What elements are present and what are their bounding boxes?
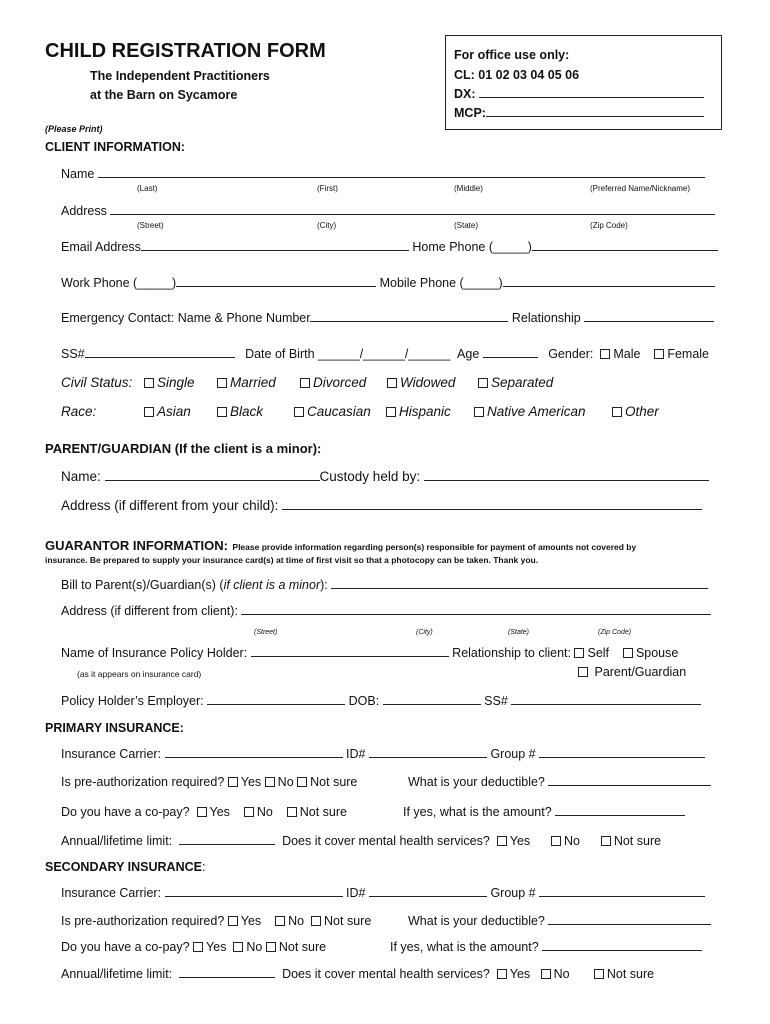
civil-option-separated[interactable]: Separated — [478, 375, 553, 390]
male-label: Male — [613, 347, 641, 361]
work-phone-row — [61, 276, 715, 290]
parent-name-field[interactable] — [105, 470, 320, 481]
parent-address-field[interactable] — [282, 499, 702, 510]
primary-limit-row: Annual/lifetime limit: Does it cover mental health services? Yes No Not sure — [61, 834, 662, 848]
ss-row — [61, 347, 709, 361]
client-address-row — [61, 204, 715, 218]
custody-label: Custody held by: — [319, 469, 421, 484]
rel-spouse-checkbox[interactable] — [623, 648, 633, 658]
secondary-id-field[interactable] — [369, 886, 487, 897]
secondary-mental-notsure[interactable] — [594, 969, 604, 979]
secondary-copay-no[interactable] — [233, 942, 243, 952]
primary-amount-field[interactable] — [555, 805, 685, 816]
primary-copay-no[interactable] — [244, 807, 254, 817]
guarantor-ss-field[interactable] — [511, 694, 701, 705]
secondary-mental-no[interactable] — [541, 969, 551, 979]
race-option-caucasian[interactable]: Caucasian — [294, 404, 371, 419]
policy-holder-sub: (as it appears on insurance card) — [77, 669, 202, 679]
secondary-deductible-row: What is your deductible? — [408, 914, 711, 928]
primary-carrier-row: Insurance Carrier: ID# Group # — [61, 747, 705, 761]
policy-holder-label: Name of Insurance Policy Holder: — [61, 646, 248, 660]
emergency-row — [61, 311, 714, 325]
primary-carrier-field[interactable] — [165, 747, 343, 758]
primary-preauth-no[interactable] — [265, 777, 275, 787]
secondary-amount-row: If yes, what is the amount? — [390, 940, 702, 954]
name-sub-first: (First) — [317, 184, 338, 193]
secondary-limit-field[interactable] — [179, 967, 275, 978]
relationship-field[interactable] — [584, 311, 714, 322]
address-sub-street: (Street) — [137, 221, 164, 230]
guarantor-ss-label: SS# — [484, 694, 508, 708]
secondary-section-heading: SECONDARY INSURANCE — [45, 860, 202, 874]
org-line-2: at the Barn on Sycamore — [90, 88, 238, 102]
secondary-copay-notsure[interactable] — [266, 942, 276, 952]
female-label: Female — [667, 347, 710, 361]
client-address-field[interactable] — [110, 204, 715, 215]
guarantor-note-1: Please provide information regarding person(s) responsible for payment of amounts not covered by — [232, 542, 637, 552]
primary-preauth-yes[interactable] — [228, 777, 238, 787]
civil-option-widowed[interactable]: Widowed — [387, 375, 455, 390]
home-phone-label: Home Phone (_____) — [412, 240, 532, 254]
rel-self-checkbox[interactable] — [574, 648, 584, 658]
secondary-amount-field[interactable] — [542, 940, 702, 951]
parent-name-label: Name: — [61, 469, 101, 484]
address-sub-city: (City) — [317, 221, 337, 230]
dob-label[interactable]: Date of Birth ______/______/______ — [245, 347, 451, 361]
g-address-sub-street: (Street) — [254, 629, 278, 636]
mobile-phone-label: Mobile Phone (_____) — [379, 276, 503, 290]
address-sub-zip: (Zip Code) — [590, 221, 628, 230]
guarantor-section-heading: GUARANTOR INFORMATION: — [45, 538, 228, 553]
guarantor-address-label: Address (if different from client): — [61, 604, 238, 618]
secondary-group-field[interactable] — [539, 886, 705, 897]
primary-deductible-field[interactable] — [548, 775, 711, 786]
primary-copay-notsure[interactable] — [287, 807, 297, 817]
primary-preauth-row: Is pre-authorization required? Yes No Not sure — [61, 775, 358, 789]
primary-mental-notsure[interactable] — [601, 836, 611, 846]
office-mcp: MCP: — [454, 106, 704, 120]
policy-relationship-label: Relationship to client: — [452, 646, 571, 660]
employer-row — [61, 694, 701, 708]
ss-label: SS# — [61, 347, 85, 361]
primary-mental-yes[interactable] — [497, 836, 507, 846]
secondary-carrier-row: Insurance Carrier: ID# Group # — [61, 886, 705, 900]
g-address-sub-zip: (Zip Code) — [598, 629, 632, 636]
office-cl: CL: 01 02 03 04 05 06 — [454, 68, 580, 82]
primary-id-field[interactable] — [369, 747, 487, 758]
guarantor-address-field[interactable] — [241, 604, 711, 615]
relationship-label: Relationship — [511, 311, 581, 325]
race-option-native-american[interactable]: Native American — [474, 404, 586, 419]
office-dx: DX: — [454, 87, 704, 101]
guarantor-heading-row — [45, 537, 636, 555]
ss-field[interactable] — [85, 347, 235, 358]
parent-address-row — [61, 498, 702, 513]
guarantor-dob-label: DOB: — [348, 694, 380, 708]
secondary-mental-yes[interactable] — [497, 969, 507, 979]
email-label: Email Address — [61, 240, 141, 254]
secondary-heading-row: SECONDARY INSURANCE: — [45, 860, 206, 874]
secondary-copay-row: Do you have a co-pay? Yes No Not sure — [61, 940, 327, 954]
age-label: Age — [457, 347, 480, 361]
emergency-label: Emergency Contact: Name & Phone Number — [61, 311, 311, 325]
race-option-asian[interactable]: Asian — [144, 404, 191, 419]
office-dx-field[interactable] — [479, 87, 704, 98]
org-line-1: The Independent Practitioners — [90, 69, 270, 83]
bill-to-row: Bill to Parent(s)/Guardian(s) (if client is a minor): — [61, 578, 708, 592]
g-address-sub-state: (State) — [508, 629, 530, 636]
mobile-phone-field[interactable] — [503, 276, 715, 287]
primary-section-heading: PRIMARY INSURANCE: — [45, 721, 184, 735]
primary-limit-field[interactable] — [179, 834, 275, 845]
secondary-preauth-no[interactable] — [275, 916, 285, 926]
parent-name-row — [61, 469, 709, 484]
form-title: CHILD REGISTRATION FORM — [45, 40, 326, 62]
client-name-label: Name — [61, 167, 95, 181]
rel-parent-option[interactable]: Parent/Guardian — [578, 665, 686, 679]
age-field[interactable] — [483, 347, 538, 358]
female-checkbox[interactable] — [654, 349, 664, 359]
g-address-sub-city: (City) — [416, 629, 433, 636]
bill-to-field[interactable] — [331, 578, 708, 589]
employer-label: Policy Holder’s Employer: — [61, 694, 204, 708]
email-row — [61, 240, 718, 254]
client-name-field[interactable] — [98, 167, 705, 178]
client-section-heading: CLIENT INFORMATION: — [45, 140, 186, 154]
secondary-deductible-field[interactable] — [548, 914, 711, 925]
office-use-box — [445, 35, 722, 130]
race-option-other[interactable]: Other — [612, 404, 659, 419]
name-sub-preferred: (Preferred Name/Nickname) — [590, 184, 691, 193]
primary-group-field[interactable] — [539, 747, 705, 758]
guarantor-address-row — [61, 604, 711, 618]
male-checkbox[interactable] — [600, 349, 610, 359]
client-address-label: Address — [61, 204, 107, 218]
policy-holder-row: Name of Insurance Policy Holder: Relationship to client: Self Spouse — [61, 646, 679, 660]
please-print-note: (Please Print) — [45, 124, 103, 134]
race-label: Race: — [61, 404, 97, 419]
parent-address-label: Address (if different from your child): — [61, 498, 279, 513]
client-name-row — [61, 167, 705, 181]
primary-copay-row: Do you have a co-pay? Yes No Not sure — [61, 805, 347, 819]
secondary-limit-row: Annual/lifetime limit: Does it cover mental health services? Yes No Not sure — [61, 967, 655, 981]
race-option-black[interactable]: Black — [217, 404, 263, 419]
name-sub-last: (Last) — [137, 184, 158, 193]
primary-copay-yes[interactable] — [197, 807, 207, 817]
emergency-field[interactable] — [310, 311, 508, 322]
civil-option-single[interactable]: Single — [144, 375, 195, 390]
guarantor-note-2: insurance. Be prepared to supply your insurance card(s) at time of first visit so that a photocopy can be taken. Thank you. — [45, 555, 539, 565]
secondary-preauth-row: Is pre-authorization required? Yes No Not sure — [61, 914, 372, 928]
primary-amount-row: If yes, what is the amount? — [403, 805, 685, 819]
guarantor-dob-field[interactable] — [383, 694, 481, 705]
primary-preauth-notsure[interactable] — [297, 777, 307, 787]
custody-field[interactable] — [424, 470, 709, 481]
work-phone-field[interactable] — [176, 276, 376, 287]
home-phone-field[interactable] — [532, 240, 718, 251]
office-title: For office use only: — [454, 48, 570, 62]
secondary-preauth-notsure[interactable] — [311, 916, 321, 926]
email-field[interactable] — [141, 240, 409, 251]
parent-section-heading: PARENT/GUARDIAN (If the client is a minor): — [45, 441, 322, 456]
employer-field[interactable] — [207, 694, 345, 705]
secondary-copay-yes[interactable] — [193, 942, 203, 952]
office-mcp-field[interactable] — [486, 106, 704, 117]
secondary-carrier-field[interactable] — [165, 886, 343, 897]
work-phone-label: Work Phone (_____) — [61, 276, 177, 290]
race-option-hispanic[interactable]: Hispanic — [386, 404, 451, 419]
civil-status-label: Civil Status: — [61, 375, 133, 390]
name-sub-middle: (Middle) — [454, 184, 483, 193]
secondary-preauth-yes[interactable] — [228, 916, 238, 926]
primary-deductible-row: What is your deductible? — [408, 775, 711, 789]
address-sub-state: (State) — [454, 221, 479, 230]
gender-label: Gender: — [548, 347, 594, 361]
primary-mental-no[interactable] — [551, 836, 561, 846]
policy-holder-field[interactable] — [251, 646, 449, 657]
civil-option-married[interactable]: Married — [217, 375, 276, 390]
civil-option-divorced[interactable]: Divorced — [300, 375, 366, 390]
